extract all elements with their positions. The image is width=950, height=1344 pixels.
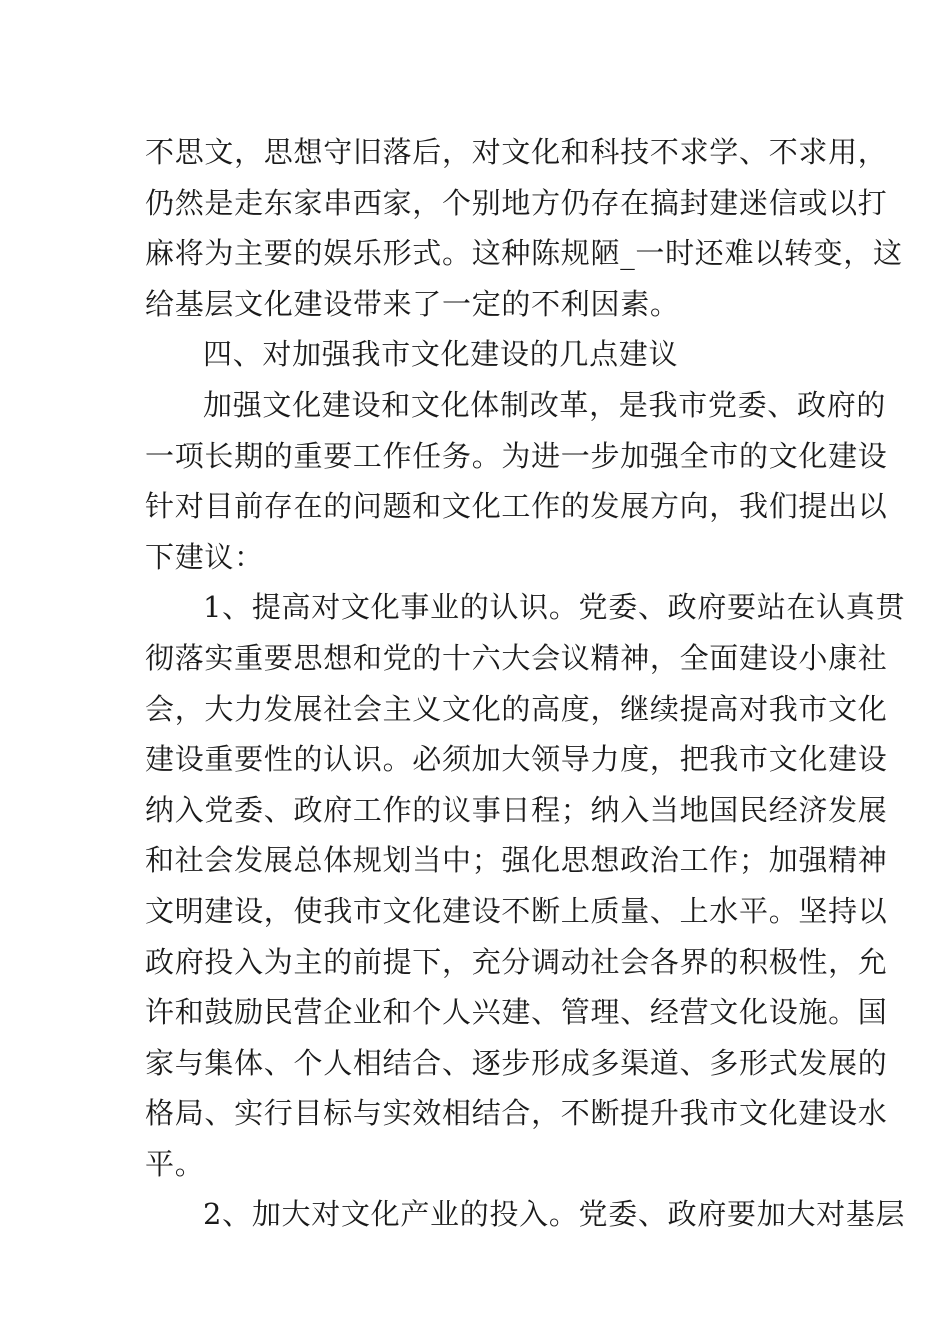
text-line: 针对目前存在的问题和文化工作的发展方向，我们提出以: [145, 489, 888, 524]
body-text: [145, 127, 906, 1240]
text-line: 加强文化建设和文化体制改革，是我市党委、政府的: [203, 387, 887, 422]
text-line: 不思文，思想守旧落后，对文化和科技不求学、不求用，: [145, 135, 888, 169]
text-line: 下建议：: [145, 539, 264, 574]
text-line: 格局、实行目标与实效相结合，不断提升我市文化建设水: [145, 1096, 888, 1131]
text-line: 麻将为主要的娱乐形式。这种陈规陋_一时还难以转变，这: [145, 236, 903, 271]
text-line: 家与集体、个人相结合、逐步形成多渠道、多形式发展的: [145, 1045, 888, 1080]
section-heading: 四、对加强我市文化建设的几点建议: [203, 337, 679, 372]
numbered-item-heading: 1、提高对文化事业的认识。党委、政府要站在认真贯: [203, 590, 906, 625]
text-line: 文明建设，使我市文化建设不断上质量、上水平。坚持以: [145, 893, 888, 928]
text-line: 建设重要性的认识。必须加大领导力度，把我市文化建设: [145, 742, 888, 777]
text-line: 仍然是走东家串西家，个别地方仍存在搞封建迷信或以打: [145, 185, 888, 220]
text-line: 会，大力发展社会主义文化的高度，继续提高对我市文化: [145, 691, 888, 726]
numbered-item-heading: 2、加大对文化产业的投入。党委、政府要加大对基层: [203, 1197, 906, 1232]
text-line: 和社会发展总体规划当中；强化思想政治工作；加强精神: [145, 843, 888, 878]
text-line: 一项长期的重要工作任务。为进一步加强全市的文化建设: [145, 438, 888, 473]
text-line: 政府投入为主的前提下，充分调动社会各界的积极性，允: [145, 944, 888, 979]
text-line: 彻落实重要思想和党的十六大会议精神，全面建设小康社: [145, 640, 888, 675]
text-line: 许和鼓励民营企业和个人兴建、管理、经营文化设施。国: [145, 995, 888, 1030]
text-line: 纳入党委、政府工作的议事日程；纳入当地国民经济发展: [145, 792, 888, 827]
text-line: 给基层文化建设带来了一定的不利因素。: [145, 286, 680, 321]
text-line: 平。: [145, 1146, 205, 1181]
